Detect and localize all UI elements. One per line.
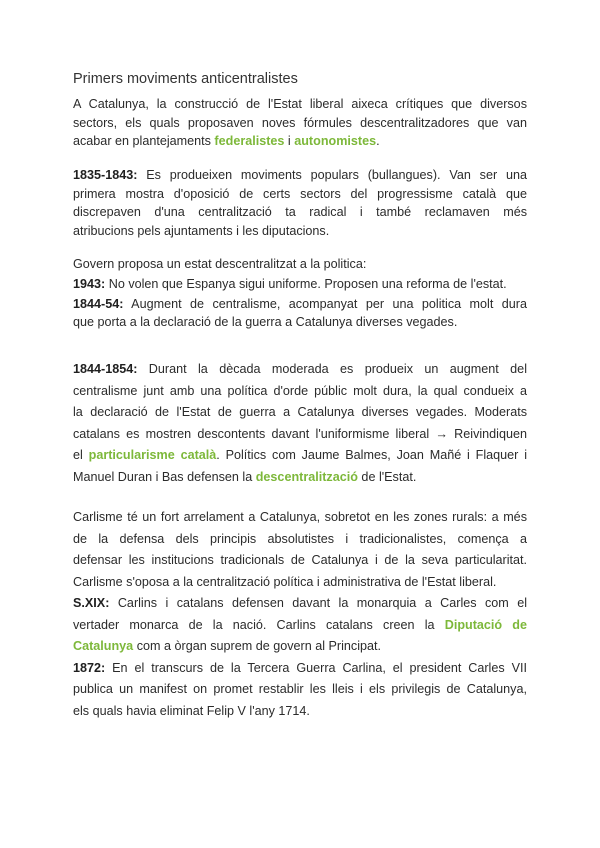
text-line: els quals havia eliminat Felip V l'any 1714. [73, 703, 310, 718]
highlight-catalunya: Catalunya [73, 639, 134, 653]
page-title: Primers moviments anticentralistes [73, 71, 298, 87]
date-label: 1844-1854: [73, 362, 138, 376]
text-run: Manuel Duran i Bas defensen la [73, 469, 256, 484]
highlight-autonomistes: autonomistes [294, 134, 377, 148]
text-line [73, 658, 527, 680]
text-line: centralisme junt amb una política d'orde públic molt dura, la qual condueix a [73, 383, 527, 398]
intro-paragraph [73, 95, 527, 151]
text-line: que porta a la declaració de la guerra a Catalunya diverses vegades. [73, 315, 458, 329]
date-label: 1872: [73, 660, 106, 675]
text-line [73, 445, 527, 467]
paragraph-1844-1854 [73, 359, 527, 488]
date-label: 1844-54: [73, 296, 124, 311]
text-line [73, 166, 527, 185]
text-line [73, 593, 527, 615]
text-run: acabar en plantejaments [73, 134, 215, 148]
text-run: . [376, 134, 380, 148]
text-line: A Catalunya, la construcció de l'Estat liberal aixeca crítiques que diversos [73, 97, 527, 111]
paragraph-1835-1843 [73, 166, 527, 240]
text-line [73, 274, 527, 295]
text-run: vertader monarca de la nació. Carlins catalans creen la [73, 617, 445, 632]
text-run: En el transcurs de la Tercera Guerra Carlina, el president Carles VII [105, 660, 527, 675]
highlight-particularisme: particularisme català [88, 448, 217, 462]
text-line [73, 132, 527, 151]
text-line [73, 467, 527, 489]
text-line: Carlisme té un fort arrelament a Catalunya, sobretot en les zones rurals: a més [73, 510, 527, 524]
text-run: de l'Estat. [357, 469, 417, 484]
highlight-diputacio: Diputació de [444, 617, 527, 632]
text-line: discrepaven d'una centralització ta radical i també reclamaven més [73, 205, 527, 219]
text-line: publica un manifest on promet restablir les lleis i els privilegis de Catalunya, [73, 682, 527, 696]
text-line: sectors, els quals proposaven noves fórmules descentralitzadores que van [73, 115, 527, 130]
text-run: i [284, 134, 295, 148]
text-line: catalans es mostren descontents davant l'uniformisme liberal → Reivindiquen [73, 426, 527, 441]
text-line [73, 295, 527, 314]
text-run: Durant la dècada moderada es produeix un augment del [137, 362, 527, 376]
text-run: No volen que Espanya sigui uniforme. Proposen una reforma de l'estat. [105, 276, 507, 291]
text-line: Govern proposa un estat descentralitzat a la politica: [73, 257, 367, 271]
text-line [73, 636, 527, 658]
text-run: Augment de centralisme, acompanyat per una politica molt dura [123, 296, 527, 311]
paragraph-govern [73, 255, 527, 332]
date-label: S.XIX: [73, 596, 110, 610]
paragraph-carlisme [73, 507, 527, 722]
text-line: primera mostra d'oposició de certs sectors del progressisme català que [73, 186, 527, 201]
text-line: la declaració de l'Estat de guerra a Catalunya diverses vegades. Moderats [73, 405, 527, 419]
text-run: com a òrgan suprem de govern al Principat. [133, 639, 382, 653]
text-line: de la defensa dels principis absolutistes i tradicionalistes, comença a [73, 531, 527, 546]
text-line: defensar les institucions tradicionals de Catalunya i de la seva particularitat. [73, 553, 527, 567]
date-label: 1835-1843: [73, 168, 138, 182]
text-run: Es produeixen moviments populars (bullangues). Van ser una [137, 168, 527, 182]
date-label: 1943: [73, 276, 106, 291]
text-run: el [73, 448, 89, 462]
text-line [73, 359, 527, 381]
text-run: Carlins i catalans defensen davant la monarquia a Carles com el [109, 596, 527, 610]
highlight-descentralitzacio: descentralització [255, 469, 358, 484]
text-line: atribucions pels ajuntaments i les diputacions. [73, 223, 330, 238]
text-line [73, 615, 527, 637]
text-line: Carlisme s'oposa a la centralització política i administrativa de l'Estat liberal. [73, 574, 497, 589]
highlight-federalistes: federalistes [214, 134, 285, 148]
text-run: . Polítics com Jaume Balmes, Joan Mañé i Flaquer i [216, 448, 527, 462]
